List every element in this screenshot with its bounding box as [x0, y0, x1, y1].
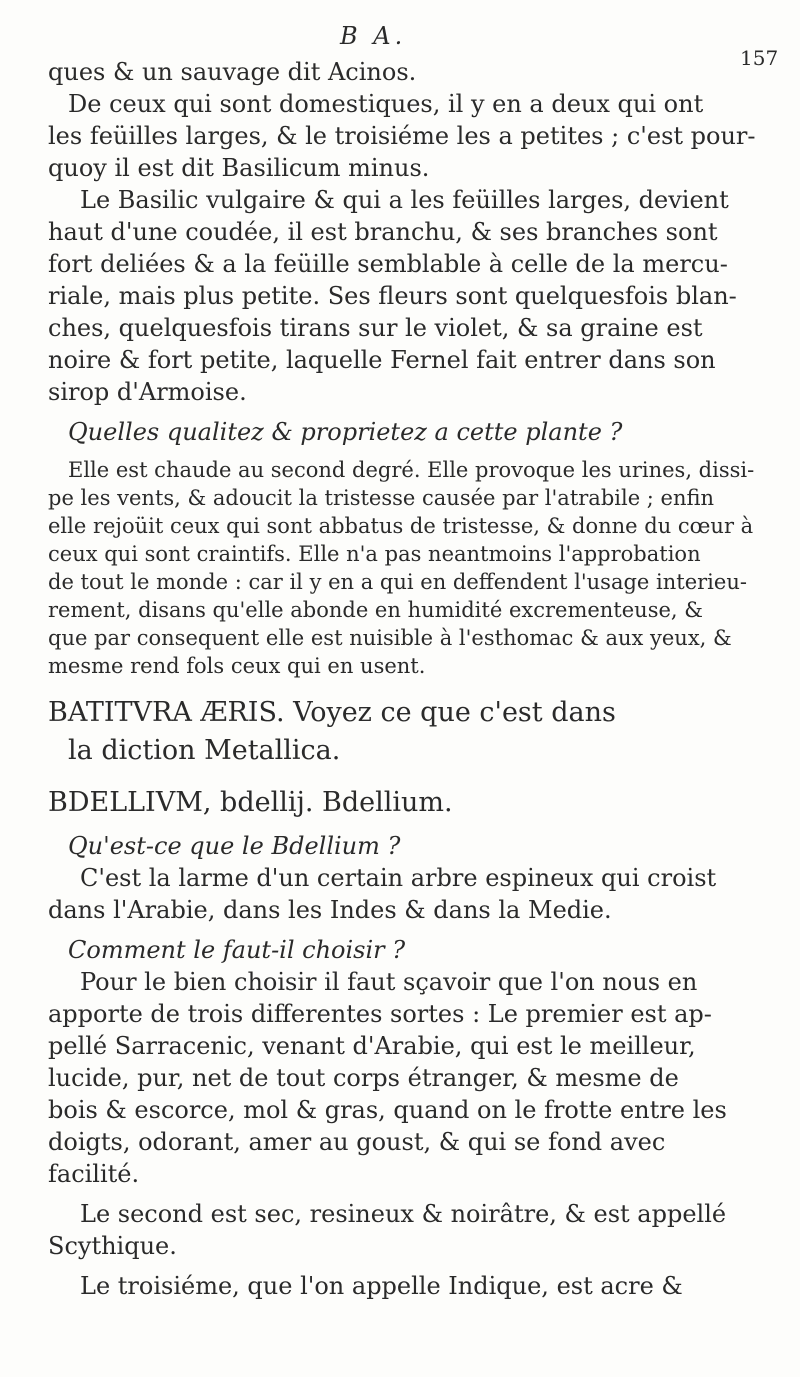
text-line: rement, disans qu'elle abonde en humidité excrementeuse, &	[48, 598, 703, 622]
text-line: BATITVRA ÆRIS. Voyez ce que c'est dans	[48, 697, 616, 728]
text-line: facilité.	[48, 1160, 140, 1188]
text-line: Le Basilic vulgaire & qui a les feüilles larges, devient	[80, 186, 729, 214]
text-line: pellé Sarracenic, venant d'Arabie, qui est le meilleur,	[48, 1032, 696, 1060]
text-body	[48, 56, 768, 1302]
text-line: elle rejoüit ceux qui sont abbatus de tristesse, & donne du cœur à	[48, 514, 754, 538]
page-number: 157	[740, 46, 779, 70]
text-line: dans l'Arabie, dans les Indes & dans la Medie.	[48, 896, 612, 924]
text-line: noire & fort petite, laquelle Fernel fait entrer dans son	[48, 346, 716, 374]
text-line: Quelles qualitez & proprietez a cette plante ?	[68, 418, 623, 446]
text-line: riale, mais plus petite. Ses fleurs sont quelquesfois blan-	[48, 282, 737, 310]
text-line: BDELLIVM, bdellij. Bdellium.	[48, 787, 453, 818]
line-gap	[48, 926, 768, 934]
text-line: mesme rend fols ceux qui en usent.	[48, 654, 426, 678]
text-line: apporte de trois differentes sortes : Le premier est ap-	[48, 1000, 712, 1028]
line-gap	[48, 1262, 768, 1270]
text-line: Pour le bien choisir il faut sçavoir que l'on nous en	[80, 968, 698, 996]
text-line: sirop d'Armoise.	[48, 378, 247, 406]
text-line: pe les vents, & adoucit la tristesse causée par l'atrabile ; enfin	[48, 486, 715, 510]
text-line: bois & escorce, mol & gras, quand on le frotte entre les	[48, 1096, 727, 1124]
text-line: Elle est chaude au second degré. Elle provoque les urines, dissi-	[68, 458, 755, 482]
line-gap	[48, 680, 768, 694]
text-line: que par consequent elle est nuisible à l'esthomac & aux yeux, &	[48, 626, 732, 650]
text-line: ceux qui sont craintifs. Elle n'a pas neantmoins l'approbation	[48, 542, 701, 566]
text-line: Le troisiéme, que l'on appelle Indique, est acre &	[80, 1272, 683, 1300]
text-line: la diction Metallica.	[68, 735, 341, 766]
text-line: Comment le faut-il choisir ?	[68, 936, 406, 964]
text-line: Le second est sec, resineux & noirâtre, & est appellé	[80, 1200, 727, 1228]
text-line: ques & un sauvage dit Acinos.	[48, 58, 417, 86]
text-line: Scythique.	[48, 1232, 177, 1260]
text-line: De ceux qui sont domestiques, il y en a deux qui ont	[68, 90, 704, 118]
running-head: B A.	[340, 22, 407, 50]
line-gap	[48, 408, 768, 416]
text-line: ches, quelquesfois tirans sur le violet, & sa graine est	[48, 314, 703, 342]
text-line: quoy il est dit Basilicum minus.	[48, 154, 430, 182]
text-line: doigts, odorant, amer au goust, & qui se fond avec	[48, 1128, 666, 1156]
line-gap	[48, 770, 768, 784]
line-gap	[48, 448, 768, 456]
line-gap	[48, 822, 768, 830]
text-line: haut d'une coudée, il est branchu, & ses branches sont	[48, 218, 718, 246]
text-line: les feüilles larges, & le troisiéme les a petites ; c'est pour-	[48, 122, 756, 150]
text-line: Qu'est-ce que le Bdellium ?	[68, 832, 401, 860]
text-line: lucide, pur, net de tout corps étranger, & mesme de	[48, 1064, 679, 1092]
line-gap	[48, 1190, 768, 1198]
text-line: fort deliées & a la feüille semblable à celle de la mercu-	[48, 250, 728, 278]
text-line: de tout le monde : car il y en a qui en deffendent l'usage interieu-	[48, 570, 747, 594]
text-line: C'est la larme d'un certain arbre espineux qui croist	[80, 864, 717, 892]
